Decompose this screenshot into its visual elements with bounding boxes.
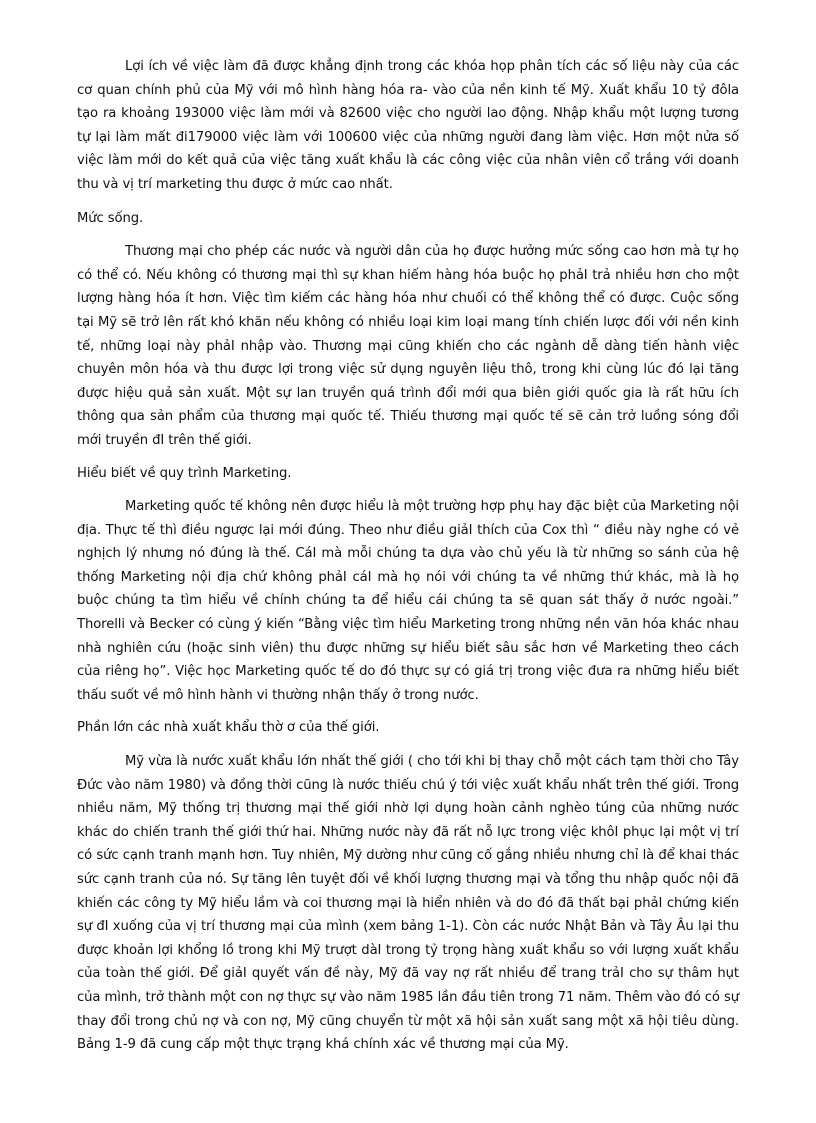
paragraph-employment-benefits: Lợi ích về việc làm đã được khẳng định trong các khóa họp phân tích các số liệu này của các cơ quan chính phủ của Mỹ với mô hình hàng hóa ra- vào của nền kinh tế Mỹ. Xuất khẩu 10 tỷ đôla tạo ra khoảng 193000 việc làm mới và 82600 việc cho người lao động. Nhập khẩu một lượng tương tự lại làm mất đi179000 việc làm với 100600 việc của những người đang làm việc. Hơn một nửa số việc làm mới do kết quả của việc tăng xuất khẩu là các công việc của nhân viên cổ trắng với doanh thu và vị trí marketing thu được ở mức cao nhất.	[77, 59, 739, 192]
heading-living-standards: Mức sống.	[77, 210, 144, 226]
paragraph-marketing-process: Marketing quốc tế không nên được hiểu là một trường hợp phụ hay đặc biệt của Marketing nội địa. Thực tế thì điều ngược lại mới đúng. Theo như điều giảI thích của Cox thì “ điều này nghe có vẻ nghịch lý nhưng nó đúng là thế. CáI mà mỗi chúng ta dựa vào chủ yếu là từ những so sánh của hệ thống Marketing nội địa chứ không phảI cáI mà họ nói với chúng ta về những thứ khác, mà là họ buộc chúng ta tìm hiểu về chính chúng ta để hiểu cái chúng ta sẽ quan sát thấy ở nước ngoài.” Thorelli và Becker có cùng ý kiến “Bằng việc tìm hiểu Marketing trong những nền văn hóa khác nhau nhà nghiên cứu (hoặc sinh viên) thu được những sự hiểu biết sâu sắc hơn về Marketing theo cách của riêng họ”. Việc học Marketing quốc tế do đó thực sự có giá trị trong việc đưa ra những hiểu biết thấu suốt về mô hình hành vi thường nhận thấy ở trong nước.	[77, 499, 739, 703]
document-page	[77, 55, 739, 1066]
paragraph-living-standards: Thương mại cho phép các nước và người dân của họ được hưởng mức sống cao hơn mà tự họ có thể có. Nếu không có thương mại thì sự khan hiếm hàng hóa buộc họ phảI trả nhiều hơn cho một lượng hàng hóa ít hơn. Việc tìm kiếm các hàng hóa như chuối có thể không thể có được. Cuộc sống tại Mỹ sẽ trở lên rất khó khăn nếu không có nhiều loại kim loại mang tính chiến lược đối với nền kinh tế, những loại này phảI nhập vào. Thương mại cũng khiến cho các ngành dễ dàng tiến hành việc chuyên môn hóa và thu được lợi trong việc sử dụng nguyên liệu thô, trong khi cùng lúc đó lại tăng được hiệu quả sản xuất. Một sự lan truyền quá trình đổi mới qua biên giới quốc gia là rất hữu ích thông qua sản phẩm của thương mại quốc tế. Thiếu thương mại quốc tế sẽ cản trở luồng sóng đổi mới truyền đI trên thế giới.	[77, 244, 739, 448]
heading-marketing-process: Hiểu biết về quy trình Marketing.	[77, 465, 292, 481]
heading-indifferent-exporters: Phần lớn các nhà xuất khẩu thờ ơ của thế giới.	[77, 720, 380, 736]
paragraph-indifferent-exporters: Mỹ vừa là nước xuất khẩu lớn nhất thế giới ( cho tới khi bị thay chỗ một cách tạm thời cho Tây Đức vào năm 1980) và đồng thời cũng là nước thiếu chú ý tới việc xuất khẩu nhất trên thế giới. Trong nhiều năm, Mỹ thống trị thương mại thế giới nhờ lợi dụng hoàn cảnh nghèo túng của những nước khác do chiến tranh thế giới thứ hai. Những nước này đã rất nỗ lực trong việc khôI phục lại một vị trí có sức cạnh tranh mạnh hơn. Tuy nhiên, Mỹ dường như cũng cố gắng nhiều nhưng chỉ là để khai thác sức cạnh tranh của nó. Sự tăng lên tuyệt đối về khối lượng thương mại và tổng thu nhập quốc nội đã khiến các công ty Mỹ hiểu lầm và coi thương mại là hiển nhiên và do đó đã thất bại phảI chứng kiến sự đI xuống của vị trí thương mại của mình (xem bảng 1-1). Còn các nước Nhật Bản và Tây Âu lại thu được khoản lợi khổng lồ trong khi Mỹ trượt dàI trong tỷ trọng hàng xuất khẩu so với lượng xuất khẩu của toàn thế giới. Để giảI quyết vấn đề này, Mỹ đã vay nợ rất nhiều để trang trảI cho sự thâm hụt của mình, trở thành một con nợ thực sự vào năm 1985 lần đầu tiên trong 71 năm. Thêm vào đó có sự thay đổi trong chủ nợ và con nợ, Mỹ cũng chuyển từ một xã hội sản xuất sang một xã hội tiêu dùng. Bảng 1-9 đã cung cấp một thực trạng khá chính xác về thương mại của Mỹ.	[77, 754, 739, 1053]
